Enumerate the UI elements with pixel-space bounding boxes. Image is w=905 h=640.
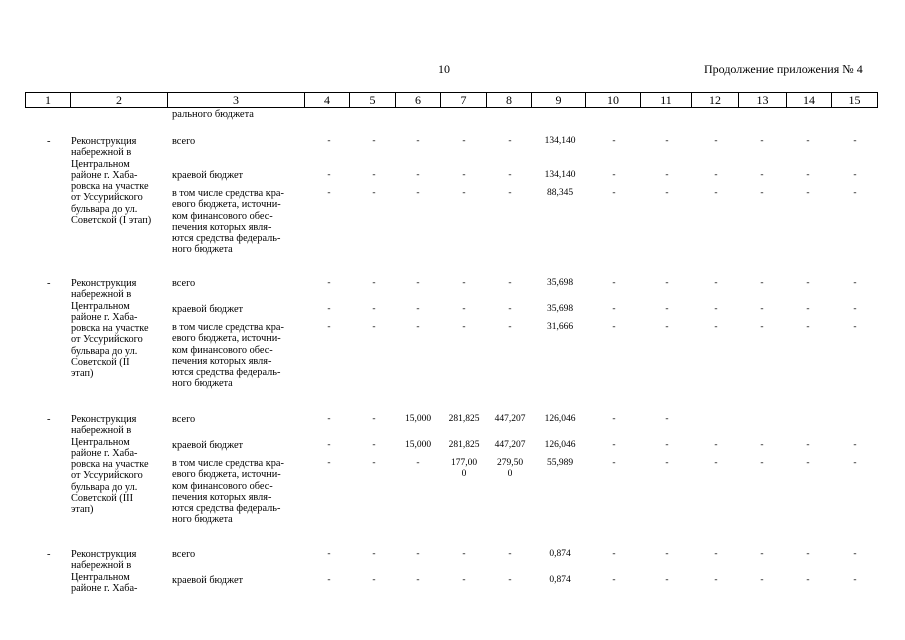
value-cell: 177,00 0 (450, 458, 478, 480)
value-cell: - (612, 278, 616, 288)
value-cell: - (806, 575, 810, 585)
value-cell: - (806, 322, 810, 332)
value-cell: - (760, 136, 764, 146)
page-number: 10 (438, 62, 450, 76)
column-header: 4 (305, 93, 350, 108)
value-cell: - (853, 322, 857, 332)
value-cell: 88,345 (546, 188, 574, 198)
value-cell: - (416, 549, 420, 559)
funding-source-label: всего (172, 136, 196, 147)
value-cell: - (508, 549, 512, 559)
value-cell: - (327, 278, 331, 288)
column-header: 5 (350, 93, 396, 108)
value-cell: - (416, 188, 420, 198)
value-cell: - (612, 170, 616, 180)
value-cell: - (372, 575, 376, 585)
value-cell: - (372, 322, 376, 332)
value-cell: - (612, 549, 616, 559)
value-cell: - (612, 458, 616, 468)
continuation-caption: Продолжение приложения № 4 (704, 62, 863, 76)
value-cell: - (327, 458, 331, 468)
value-cell: - (806, 458, 810, 468)
value-cell: - (612, 322, 616, 332)
value-cell: - (665, 414, 669, 424)
value-cell: - (853, 278, 857, 288)
value-cell: - (612, 440, 616, 450)
value-cell: - (462, 304, 466, 314)
column-header: 13 (739, 93, 787, 108)
project-name: Реконструкция набережной в Центральном районе г. Хаба- ровска на участке от Уссурийского бульвара до ул. Советской (II этап) (71, 278, 149, 380)
value-cell: - (612, 575, 616, 585)
column-header: 9 (532, 93, 586, 108)
value-cell: 15,000 (404, 440, 432, 450)
value-cell: - (327, 136, 331, 146)
column-header: 10 (586, 93, 641, 108)
value-cell: 134,140 (544, 170, 576, 180)
value-cell: - (665, 549, 669, 559)
value-cell: - (714, 136, 718, 146)
value-cell: - (327, 304, 331, 314)
value-cell: - (508, 188, 512, 198)
value-cell: - (714, 170, 718, 180)
column-header: 12 (692, 93, 739, 108)
value-cell: - (612, 188, 616, 198)
value-cell: 281,825 (448, 414, 480, 424)
value-cell: 447,207 (494, 440, 526, 450)
value-cell: - (760, 322, 764, 332)
value-cell: - (462, 188, 466, 198)
value-cell: - (853, 170, 857, 180)
value-cell: - (372, 170, 376, 180)
value-cell: - (665, 304, 669, 314)
funding-source-label: краевой бюджет (172, 575, 244, 586)
funding-source-label: всего (172, 549, 196, 560)
value-cell: - (508, 136, 512, 146)
value-cell: - (806, 549, 810, 559)
value-cell: 35,698 (546, 304, 574, 314)
value-cell: - (612, 414, 616, 424)
value-cell: - (665, 458, 669, 468)
value-cell: - (806, 278, 810, 288)
value-cell: - (853, 575, 857, 585)
value-cell: 126,046 (544, 414, 576, 424)
value-cell: - (806, 188, 810, 198)
value-cell: - (853, 549, 857, 559)
value-cell: - (760, 458, 764, 468)
value-cell: - (508, 322, 512, 332)
value-cell: - (462, 278, 466, 288)
value-cell: - (462, 322, 466, 332)
value-cell: - (508, 304, 512, 314)
row-marker: - (47, 136, 51, 147)
value-cell: - (806, 170, 810, 180)
value-cell: - (327, 188, 331, 198)
value-cell: 447,207 (494, 414, 526, 424)
value-cell: - (327, 322, 331, 332)
value-cell: - (416, 170, 420, 180)
value-cell: - (372, 458, 376, 468)
column-header: 2 (71, 93, 168, 108)
funding-source-label: в том числе средства кра- евого бюджета, источни- ком финансового обес- печения которых явля- ются средства федераль- ного бюджета (172, 188, 284, 256)
value-cell: - (665, 278, 669, 288)
project-name: Реконструкция набережной в Центральном районе г. Хаба- ровска на участке от Уссурийского бульвара до ул. Советской (III этап) (71, 414, 149, 516)
continued-text: рального бюджета (172, 109, 254, 120)
value-cell: - (612, 304, 616, 314)
value-cell: - (760, 304, 764, 314)
value-cell: - (665, 188, 669, 198)
value-cell: - (462, 575, 466, 585)
value-cell: - (714, 575, 718, 585)
column-header: 8 (487, 93, 532, 108)
column-header: 14 (787, 93, 832, 108)
value-cell: - (372, 188, 376, 198)
value-cell: 279,50 0 (496, 458, 524, 480)
column-header: 11 (641, 93, 692, 108)
value-cell: - (327, 414, 331, 424)
funding-source-label: всего (172, 278, 196, 289)
value-cell: - (416, 304, 420, 314)
value-cell: - (760, 440, 764, 450)
value-cell: - (806, 304, 810, 314)
row-marker: - (47, 278, 51, 289)
funding-source-label: всего (172, 414, 196, 425)
column-header: 6 (396, 93, 441, 108)
value-cell: 55,989 (546, 458, 574, 468)
value-cell: - (372, 414, 376, 424)
value-cell: 0,874 (549, 575, 571, 585)
value-cell: - (853, 188, 857, 198)
value-cell: - (853, 458, 857, 468)
value-cell: 281,825 (448, 440, 480, 450)
value-cell: - (416, 278, 420, 288)
value-cell: - (462, 136, 466, 146)
value-cell: - (760, 549, 764, 559)
value-cell: - (853, 136, 857, 146)
value-cell: - (462, 170, 466, 180)
funding-source-label: в том числе средства кра- евого бюджета, источни- ком финансового обес- печения которых явля- ются средства федераль- ного бюджета (172, 322, 284, 390)
column-header: 7 (441, 93, 487, 108)
value-cell: - (416, 458, 420, 468)
value-cell: - (665, 136, 669, 146)
value-cell: - (714, 549, 718, 559)
value-cell: - (806, 440, 810, 450)
row-marker: - (47, 414, 51, 425)
value-cell: - (416, 575, 420, 585)
value-cell: 0,874 (549, 549, 571, 559)
value-cell: - (853, 304, 857, 314)
value-cell: - (665, 575, 669, 585)
value-cell: - (853, 440, 857, 450)
row-marker: - (47, 549, 51, 560)
value-cell: - (760, 170, 764, 180)
funding-source-label: краевой бюджет (172, 304, 244, 315)
column-header: 3 (168, 93, 305, 108)
value-cell: - (508, 278, 512, 288)
value-cell: - (665, 440, 669, 450)
value-cell: - (416, 322, 420, 332)
value-cell: - (714, 304, 718, 314)
value-cell: - (760, 575, 764, 585)
value-cell: - (665, 170, 669, 180)
value-cell: - (714, 188, 718, 198)
value-cell: - (372, 549, 376, 559)
value-cell: 35,698 (546, 278, 574, 288)
value-cell: - (372, 440, 376, 450)
value-cell: - (714, 458, 718, 468)
value-cell: - (665, 322, 669, 332)
value-cell: - (327, 440, 331, 450)
value-cell: - (372, 136, 376, 146)
column-header: 1 (26, 93, 71, 108)
project-name: Реконструкция набережной в Центральном районе г. Хаба- ровска на участке от Уссурийского бульвара до ул. Советской (I этап) (71, 136, 152, 227)
value-cell: - (508, 170, 512, 180)
column-header: 15 (832, 93, 878, 108)
value-cell: - (760, 278, 764, 288)
funding-source-label: краевой бюджет (172, 170, 244, 181)
funding-source-label: в том числе средства кра- евого бюджета, источни- ком финансового обес- печения которых явля- ются средства федераль- ного бюджета (172, 458, 284, 526)
value-cell: 31,666 (546, 322, 574, 332)
value-cell: - (327, 549, 331, 559)
value-cell: 134,140 (544, 136, 576, 146)
project-name: Реконструкция набережной в Центральном районе г. Хаба- (71, 549, 138, 594)
value-cell: 15,000 (404, 414, 432, 424)
column-header-table (25, 92, 878, 108)
value-cell: - (462, 549, 466, 559)
value-cell: - (714, 440, 718, 450)
value-cell: - (714, 278, 718, 288)
value-cell: 126,046 (544, 440, 576, 450)
value-cell: - (372, 304, 376, 314)
value-cell: - (327, 170, 331, 180)
value-cell: - (327, 575, 331, 585)
value-cell: - (612, 136, 616, 146)
value-cell: - (714, 322, 718, 332)
funding-source-label: краевой бюджет (172, 440, 244, 451)
value-cell: - (806, 136, 810, 146)
value-cell: - (760, 188, 764, 198)
value-cell: - (372, 278, 376, 288)
value-cell: - (508, 575, 512, 585)
value-cell: - (416, 136, 420, 146)
